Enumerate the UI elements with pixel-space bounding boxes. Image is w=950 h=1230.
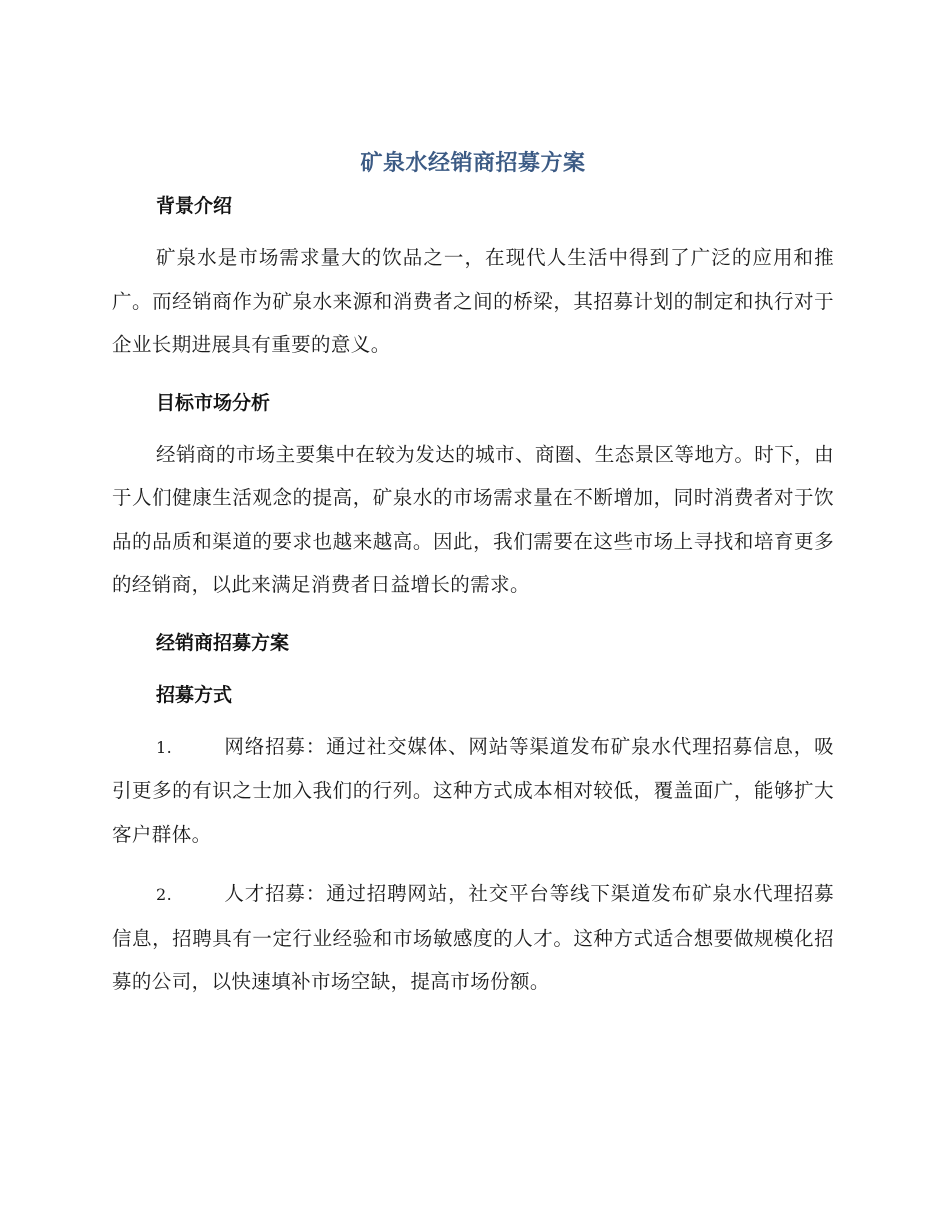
section-heading-market: 目标市场分析 bbox=[156, 391, 271, 414]
list-item-text: 网络招募：通过社交媒体、网站等渠道发布矿泉水代理招募信息，吸引更多的有识之士加入我们的行列。这种方式成本相对较低，覆盖面广，能够扩大客户群体。 bbox=[112, 734, 834, 846]
list-item-text: 人才招募：通过招聘网站，社交平台等线下渠道发布矿泉水代理招募信息，招聘具有一定行业经验和市场敏感度的人才。这种方式适合想要做规模化招募的公司，以快速填补市场空缺，提高市场份额。 bbox=[112, 882, 834, 993]
paragraph-market: 经销商的市场主要集中在较为发达的城市、商圈、生态景区等地方。时下，由于人们健康生活观念的提高，矿泉水的市场需求量在不断增加，同时消费者对于饮品的品质和渠道的要求也越来越高。因此，我们需要在这些市场上寻找和培育更多的经销商，以此来满足消费者日益增长的需求。 bbox=[112, 442, 834, 596]
list-number: 2. bbox=[156, 885, 173, 904]
list-item-talent-recruit bbox=[112, 872, 834, 1004]
paragraph-background: 矿泉水是市场需求量大的饮品之一，在现代人生活中得到了广泛的应用和推广。而经销商作为矿泉水来源和消费者之间的桥梁，其招募计划的制定和执行对于企业长期进展具有重要的意义。 bbox=[112, 246, 834, 356]
section-heading-methods: 招募方式 bbox=[156, 683, 233, 706]
section-heading-background: 背景介绍 bbox=[156, 195, 233, 217]
list-item-network-recruit bbox=[112, 725, 834, 857]
document-title: 矿泉水经销商招募方案 bbox=[360, 151, 586, 176]
section-heading-plan: 经销商招募方案 bbox=[156, 631, 290, 654]
list-number: 1. bbox=[156, 737, 173, 757]
document-body bbox=[112, 146, 834, 1004]
